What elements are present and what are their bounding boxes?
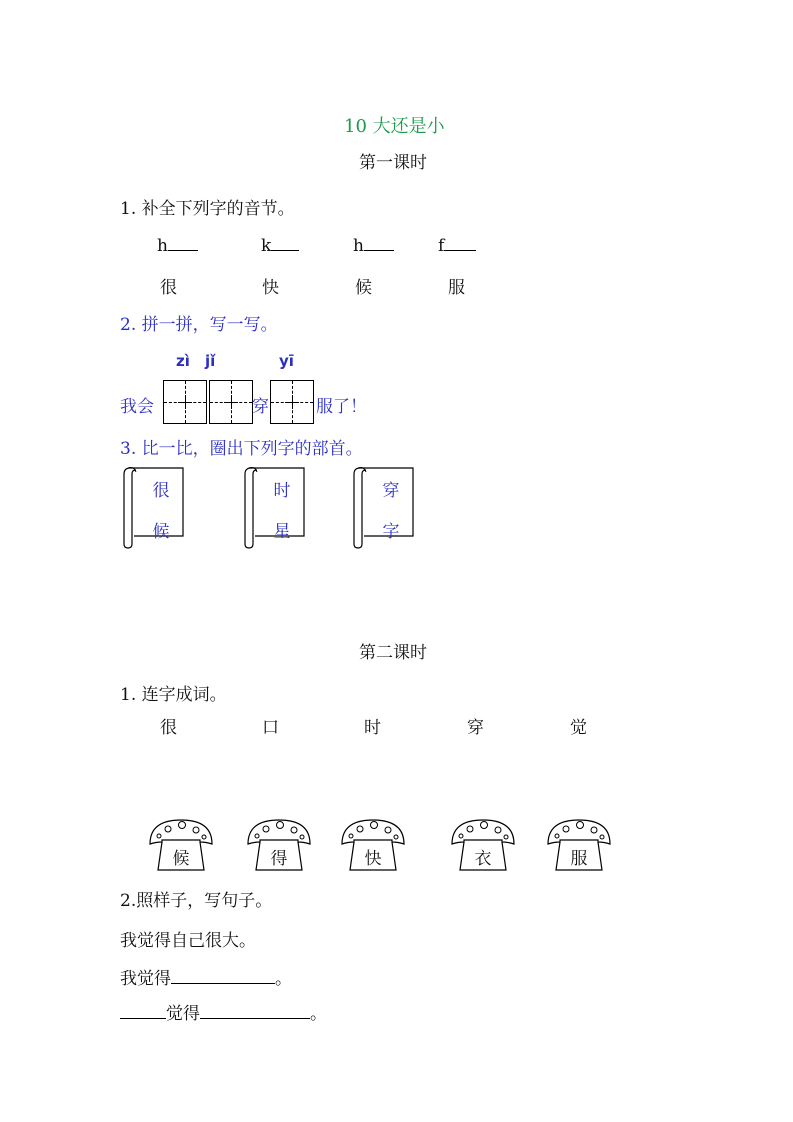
char-4: 服 <box>448 278 465 298</box>
writing-grid-3[interactable] <box>270 380 314 424</box>
page-title: 10 大还是小 <box>344 116 445 137</box>
example-sentence: 我觉得自己很大。 <box>120 931 256 951</box>
scroll-2-bottom-char[interactable]: 星 <box>273 522 291 542</box>
lesson2-heading: 第二课时 <box>359 643 427 663</box>
l2-q2-prompt: 2.照样子，写句子。 <box>120 891 273 911</box>
mushroom-5[interactable] <box>544 816 614 874</box>
lesson1-heading: 第一课时 <box>359 153 427 173</box>
mushroom-3[interactable] <box>338 816 408 874</box>
mushroom-4-char: 衣 <box>474 849 492 869</box>
syllable-blank-1[interactable]: h <box>157 236 198 256</box>
l2-q1-prompt: 1. 连字成词。 <box>120 685 227 705</box>
mushroom-2[interactable] <box>244 816 314 874</box>
mushroom-5-char: 服 <box>570 849 588 869</box>
q1-prompt: 1. 补全下列字的音节。 <box>120 199 295 219</box>
sentence-line-2: 觉得 。 <box>120 999 327 1024</box>
syllable-blank-3[interactable]: h <box>353 236 394 256</box>
scroll-card-1 <box>120 464 186 550</box>
q3-prompt: 3. 比一比，圈出下列字的部首。 <box>120 439 363 459</box>
char-1: 很 <box>160 278 177 298</box>
scroll-1-top-char[interactable]: 很 <box>152 481 170 501</box>
word-char-3[interactable]: 时 <box>364 718 381 738</box>
word-char-4[interactable]: 穿 <box>467 718 484 738</box>
mushroom-3-char: 快 <box>364 849 382 869</box>
writing-grid-2[interactable] <box>209 380 253 424</box>
char-3: 候 <box>355 278 372 298</box>
sentence-line-1: 我觉得 。 <box>120 969 292 989</box>
scroll-1-bottom-char[interactable]: 候 <box>152 522 170 542</box>
writing-grid-1[interactable] <box>163 380 207 424</box>
mushroom-4[interactable] <box>448 816 518 874</box>
word-char-2[interactable]: 口 <box>262 718 279 738</box>
answer-blank-2[interactable] <box>120 1004 166 1019</box>
pinyin-ji: jǐ <box>205 352 216 370</box>
scroll-card-2 <box>241 464 307 550</box>
sentence-prefix: 我会 <box>120 397 154 417</box>
answer-blank-3[interactable] <box>200 1004 310 1019</box>
scroll-3-bottom-char[interactable]: 字 <box>382 522 400 542</box>
sentence-middle: 穿 <box>252 397 269 417</box>
answer-blank-1[interactable] <box>171 969 275 984</box>
char-2: 快 <box>262 278 279 298</box>
syllable-blank-2[interactable]: k <box>261 236 299 256</box>
word-char-1[interactable]: 很 <box>160 718 177 738</box>
q2-prompt: 2. 拼一拼，写一写。 <box>120 315 278 335</box>
scroll-card-3 <box>350 464 416 550</box>
pinyin-zi: zì <box>176 352 190 370</box>
mushroom-2-char: 得 <box>270 849 288 869</box>
sentence-suffix: 服了！ <box>316 397 367 417</box>
pinyin-yi: yī <box>279 352 294 370</box>
scroll-3-top-char[interactable]: 穿 <box>382 481 400 501</box>
mushroom-1-char: 候 <box>172 849 190 869</box>
scroll-2-top-char[interactable]: 时 <box>273 481 291 501</box>
mushroom-1[interactable] <box>146 816 216 874</box>
syllable-blank-4[interactable]: f <box>438 236 476 256</box>
word-char-5[interactable]: 觉 <box>570 718 587 738</box>
